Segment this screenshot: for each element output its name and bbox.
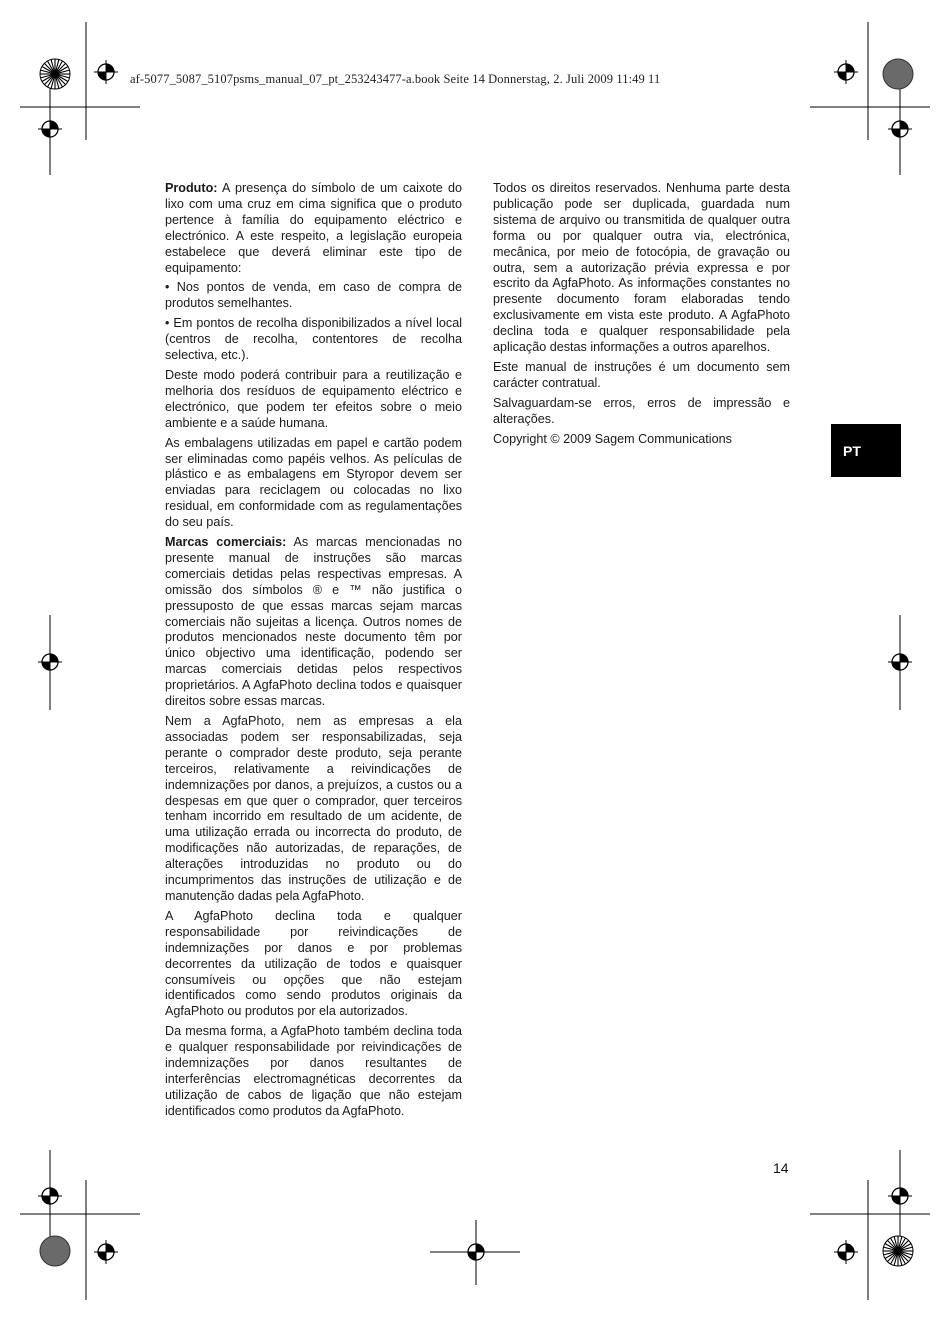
copyright-line: Copyright © 2009 Sagem Communications <box>493 431 732 446</box>
reutilizacao-paragraph: Deste modo poderá contribuir para a reutilização e melhoria dos resíduos de equipamento eléctrico e electrónico, que podem ter efeitos sobre o meio ambiente e a saúde humana. <box>165 367 462 430</box>
page-number: 14 <box>773 1160 789 1176</box>
produto-paragraph <box>165 181 462 276</box>
direitos-paragraph: Todos os direitos reservados. Nenhuma parte desta publicação pode ser duplicada, guardada num sistema de arquivo ou transmitida de qualquer outra forma ou por qualquer outra via, electrónica, mecânica, por meio de fotocópia, de gravação ou outra, sem a autorização prévia expressa e por escrito da AgfaPhoto. As informações constantes no presente documento foram elaboradas tendo exclusivamente em vista este produto. A AgfaPhoto declina toda e qualquer responsabilidade pela aplicação destas informações a outros aparelhos. <box>493 181 790 355</box>
interferencias-paragraph: Da mesma forma, a AgfaPhoto também declina toda e qualquer responsabilidade por reivindicações de indemnizações por danos resultantes de interferências electromagnéticas decorrentes da utilização de cabos de ligação que não estejam identificados como produtos da AgfaPhoto. <box>165 1024 462 1118</box>
embalagens-paragraph: As embalagens utilizadas em papel e cartão podem ser eliminadas como papéis velhos. As películas de plástico e as embalagens em Styropor devem ser enviadas para reciclagem ou colocadas no lixo residual, em conformidade com as regulamentações do seu país. <box>165 435 462 530</box>
produto-lead: Produto: <box>165 181 218 195</box>
marcas-lead: Marcas comerciais: <box>165 535 287 550</box>
right-column <box>493 181 790 452</box>
marcas-paragraph <box>165 535 462 710</box>
left-column <box>165 181 462 1124</box>
erros-paragraph: Salvaguardam-se erros, erros de impressão e alterações. <box>493 395 790 426</box>
marcas-text: As marcas mencionadas no presente manual de instruções são marcas comerciais detidas pelas respectivas empresas. A omissão dos símbolos ® e ™ não justifica o pressuposto de que essas marcas sejam marcas comerciais não sujeitas a licença. Outros nomes de produtos mencionados neste documento têm por único objectivo uma identificação, podendo ser marcas comerciais detidas pelos respectivos proprietários. A AgfaPhoto declina todos e quaisquer direitos sobre essas marcas. <box>165 535 462 709</box>
language-tab-label: PT <box>843 442 861 459</box>
bullet-pontos-recolha: • Em pontos de recolha disponibilizados a nível local (centros de recolha, contentores de recolha selectiva, etc.). <box>165 316 462 363</box>
contratual-paragraph: Este manual de instruções é um documento sem carácter contratual. <box>493 359 790 390</box>
produto-text: A presença do símbolo de um caixote do lixo com uma cruz em cima significa que o produto pertence à família do equipamento eléctrico e electrónico. A este respeito, a legislação europeia estabelece que deverá eliminar este tipo de equipamento: <box>165 181 462 275</box>
file-info-header: af-5077_5087_5107psms_manual_07_pt_253243477-a.book Seite 14 Donnerstag, 2. Juli 2009 11:49 11 <box>130 72 661 86</box>
responsabilidade-paragraph: Nem a AgfaPhoto, nem as empresas a ela associadas podem ser responsabilizadas, seja perante o comprador deste produto, seja perante terceiros, relativamente a reivindicações de indemnizações por danos, a prejuízos, a custos ou a despesas em que quer o comprador, quer terceiros tenham incorrido em resultado de um acidente, de uma utilização errada ou incorrecta do produto, de modificações não autorizadas, de reparações, de alterações introduzidas no produto ou do incumprimentos das instruções de utilização e de manutenção dadas pela AgfaPhoto. <box>165 714 462 903</box>
bullet-pontos-venda: • Nos pontos de venda, em caso de compra de produtos semelhantes. <box>165 280 462 311</box>
consumiveis-paragraph: A AgfaPhoto declina toda e qualquer responsabilidade por reivindicações de indemnizações por danos e por problemas decorrentes da utilização de todos e quaisquer consumíveis ou opções que não estejam identificados como sendo produtos originais da AgfaPhoto ou produtos por ela autorizados. <box>165 908 462 1019</box>
language-tab <box>831 424 901 477</box>
